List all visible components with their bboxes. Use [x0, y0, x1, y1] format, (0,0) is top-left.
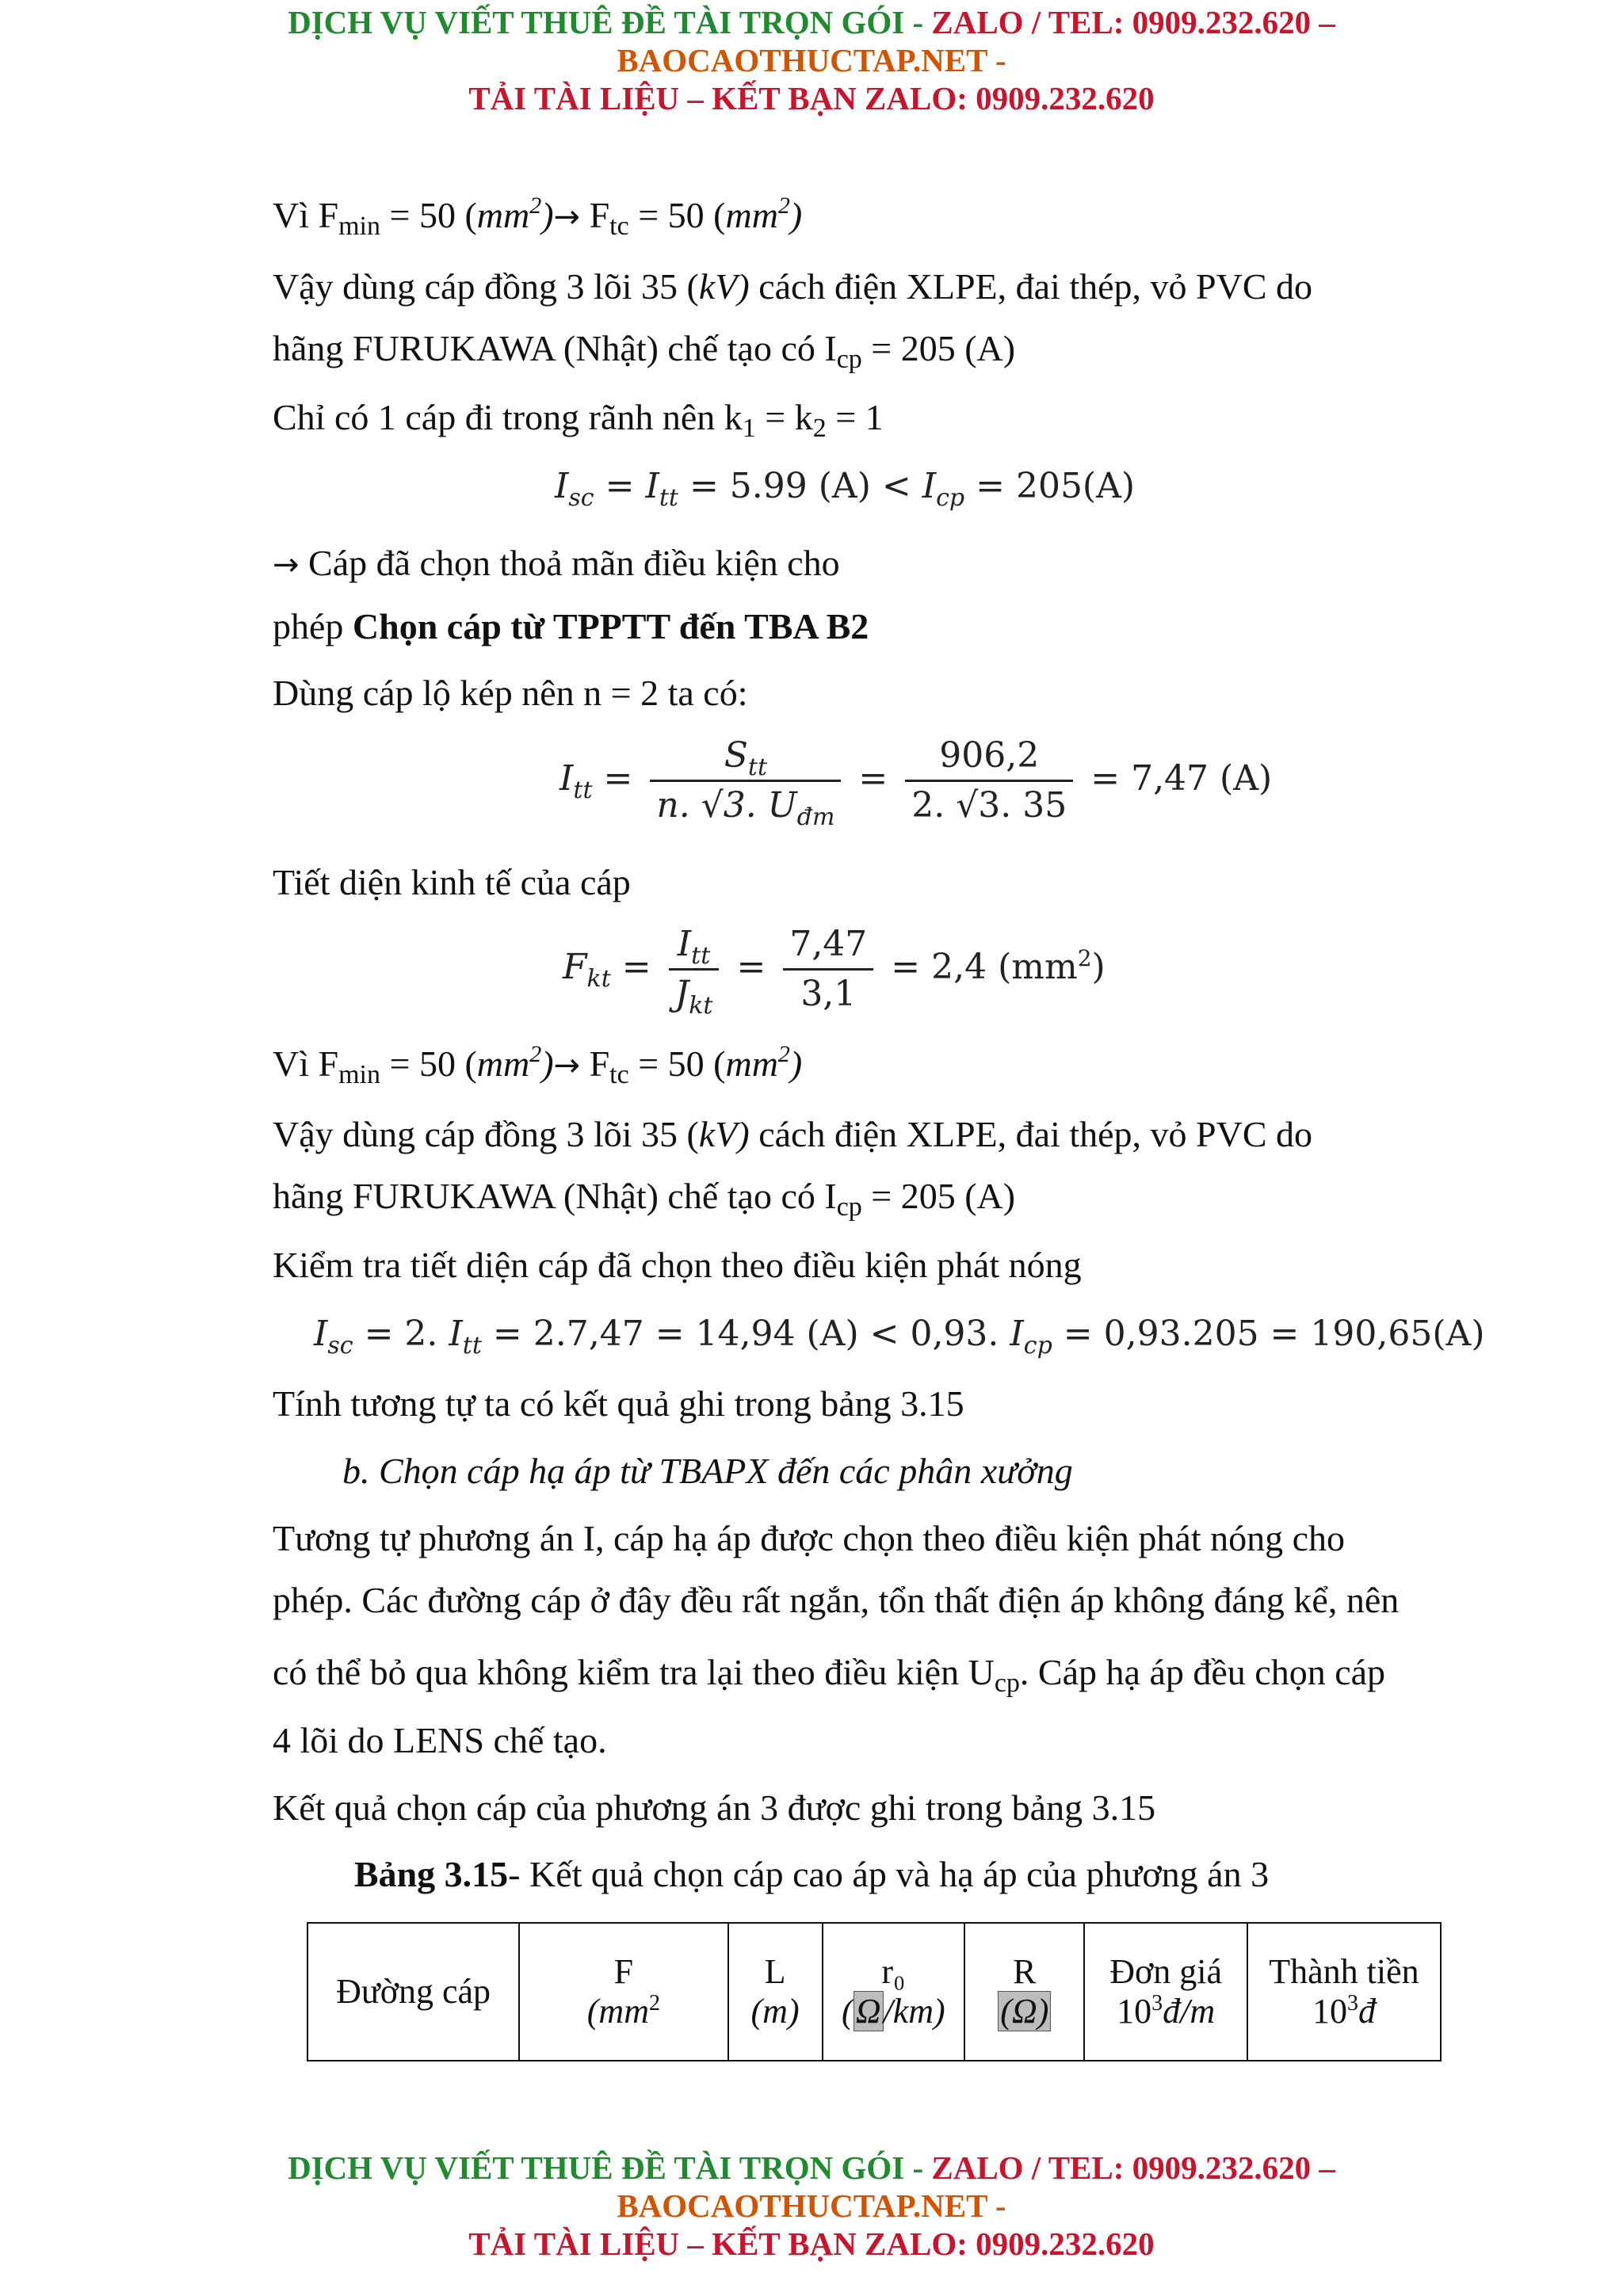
paragraph-line-2: phép. Các đường cáp ở đây đều rất ngắn, tổn thất điện áp không đáng kể, nên: [273, 1580, 1400, 1620]
hang-line-1: hãng FURUKAWA (Nhật) chế tạo có $I_{cp} = 205$ (A): [273, 328, 1016, 374]
header-line2: BAOCAOTHUCTAP.NET -: [617, 42, 1006, 78]
header-line1a: DỊCH VỤ VIẾT THUÊ ĐỀ TÀI TRỌN GÓI -: [288, 4, 932, 40]
paragraph-line-1: Tương tự phương án I, cáp hạ áp được chọn theo điều kiện phát nóng cho: [273, 1518, 1346, 1558]
paragraph-line-4: 4 lõi do LENS chế tạo.: [273, 1720, 607, 1760]
footer-line1a: DỊCH VỤ VIẾT THUÊ ĐỀ TÀI TRỌN GÓI -: [288, 2149, 932, 2186]
vay-dung-line-2: Vậy dùng cáp đồng 3 lõi 35 (kV) cách điện XLPE, đai thép, vỏ PVC do: [273, 1114, 1313, 1154]
tiet-dien-kt-line: Tiết diện kinh tế của cáp: [273, 862, 631, 902]
footer-banner: [0, 2149, 1623, 2263]
col-r0: r₀ (Ω/km): [823, 1923, 965, 2061]
arrow-icon: →: [273, 547, 300, 583]
equation-fkt: $F_{kt}$ = $\frac{I_{tt}}{J_{kt}}$ = $\frac{7,47}{3,1}$ = 2,4 $(mm^2)$: [563, 924, 1106, 1020]
tinh-tuong-tu-line: Tính tương tự ta có kết quả ghi trong bảng 3.15: [273, 1383, 964, 1424]
header-banner: [0, 3, 1623, 117]
hang-line-2: hãng FURUKAWA (Nhật) chế tạo có $I_{cp} = 205$ (A): [273, 1176, 1016, 1222]
chi-co-line: Chỉ có 1 cáp đi trong rãnh nên $k_1 = k_2 = 1$: [273, 397, 884, 443]
ket-qua-line: Kết quả chọn cáp của phương án 3 được ghi trong bảng 3.15: [273, 1787, 1156, 1828]
section-heading: Chọn cáp từ TPPTT đến TBA B2: [352, 606, 869, 646]
col-don-gia: Đơn giá $10^3đ/m$: [1084, 1923, 1247, 2061]
footer-line3: TẢI TÀI LIỆU – KẾT BẠN ZALO: 0909.232.620: [468, 2225, 1155, 2262]
delta-u-symbol: U: [968, 1652, 995, 1692]
equation-isc-2: $I_{sc} = 2$. $I_{tt} = 2.7,47 = 14,94$ (A) < 0,93. $I_{cp} = 0,93.205 = 190,65(A)$: [314, 1314, 1485, 1360]
header-line3: TẢI TÀI LIỆU – KẾT BẠN ZALO: 0909.232.620: [468, 80, 1155, 116]
paragraph-line-3: có thể bỏ qua không kiểm tra lại theo điều kiện $U_{cp}$. Cáp hạ áp đều chọn cáp: [273, 1652, 1386, 1698]
col-r: R (Ω): [964, 1923, 1084, 2061]
col-duong-cap: Đường cáp: [307, 1923, 519, 2061]
col-l: L (m): [728, 1923, 823, 2061]
fmin-line-1: Vì $F_{min} = 50$ $(mm^2)\to F_{tc} = 50$ $(mm^2)$: [273, 193, 803, 241]
kiem-tra-line: Kiểm tra tiết diện cáp đã chọn theo điều kiện phát nóng: [273, 1245, 1082, 1285]
equation-itt: $I_{tt}$ = $\frac{S_{tt}}{n. √3. U_{đm}}$ = $\frac{906,2}{2. √3. 35}$ = 7,47 (A): [559, 735, 1273, 831]
header-line1b: ZALO / TEL: 0909.232.620 –: [931, 4, 1335, 40]
arrow-icon: →: [553, 1047, 581, 1084]
vay-dung-line-1: Vậy dùng cáp đồng 3 lõi 35 (kV) cách điện XLPE, đai thép, vỏ PVC do: [273, 266, 1313, 307]
col-thanh-tien: Thành tiền $10^3đ$: [1247, 1923, 1441, 2061]
cable-table: [307, 1922, 1442, 2061]
arrow-icon: →: [553, 199, 581, 235]
fmin-line-2: Vì $F_{min} = 50$ $(mm^2)\to F_{tc} = 50$ $(mm^2)$: [273, 1041, 803, 1089]
cap-da-chon-line: → Cáp đã chọn thoả mãn điều kiện cho: [273, 543, 840, 583]
footer-line2: BAOCAOTHUCTAP.NET -: [617, 2187, 1006, 2224]
subheading-b: b. Chọn cáp hạ áp từ TBAPX đến các phân xưởng: [342, 1451, 1073, 1491]
col-f: F ($mm^2$: [519, 1923, 727, 2061]
dung-cap-lo-kep-line: Dùng cáp lộ kép nên n = 2 ta có:: [273, 673, 748, 713]
footer-line1b: ZALO / TEL: 0909.232.620 –: [931, 2149, 1335, 2186]
table-caption: Bảng 3.15- Kết quả chọn cáp cao áp và hạ áp của phương án 3: [353, 1854, 1270, 1894]
table-header-row: [307, 1923, 1441, 2061]
phep-heading-line: phép Chọn cáp từ TPPTT đến TBA B2: [273, 606, 869, 646]
equation-isc-1: $I_{sc} = I_{tt} = 5.99$ $(A) < I_{cp} = 205(A)$: [555, 466, 1136, 512]
